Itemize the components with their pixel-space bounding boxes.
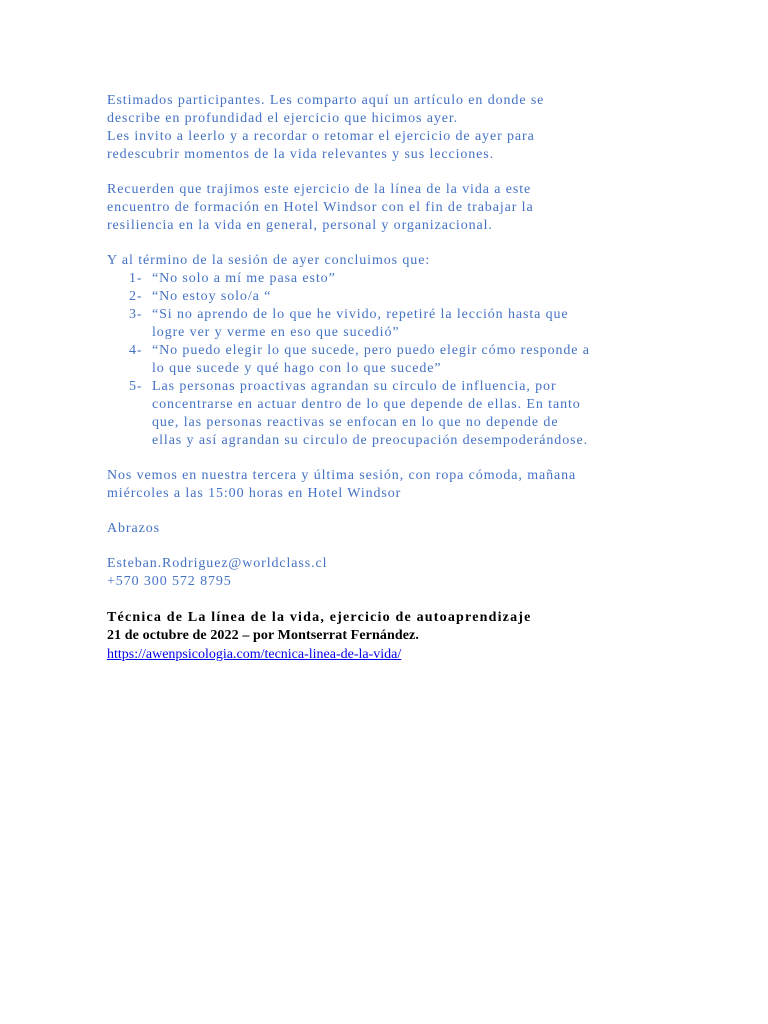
signature-email: Esteban.Rodriguez@worldclass.cl <box>107 556 328 571</box>
list-item-number: 5- <box>129 379 143 394</box>
signature <box>107 555 707 591</box>
article-byline: 21 de octubre de 2022 – por Montserrat Fernández. <box>107 628 419 643</box>
next-session-paragraph <box>107 467 707 503</box>
list-item <box>107 306 707 342</box>
next-session-line: Nos vemos en nuestra tercera y última sesión, con ropa cómoda, mañana <box>107 468 577 483</box>
closing: Abrazos <box>107 521 160 536</box>
list-item-text: concentrarse en actuar dentro de lo que depende de ellas. En tanto <box>152 397 581 412</box>
list-item-number: 2- <box>129 289 143 304</box>
intro-line: Les invito a leerlo y a recordar o retomar el ejercicio de ayer para <box>107 129 535 144</box>
list-item <box>107 270 707 288</box>
list-item-number: 4- <box>129 343 143 358</box>
list-item-text: Las personas proactivas agrandan su circulo de influencia, por <box>152 379 557 394</box>
list-item-number: 1- <box>129 271 143 286</box>
context-line: resiliencia en la vida en general, personal y organizacional. <box>107 218 493 233</box>
intro-line: describe en profundidad el ejercicio que hicimos ayer. <box>107 111 459 126</box>
context-paragraph <box>107 181 707 235</box>
intro-line: Estimados participantes. Les comparto aquí un artículo en donde se <box>107 93 545 108</box>
context-line: encuentro de formación en Hotel Windsor con el fin de trabajar la <box>107 200 534 215</box>
list-item <box>107 288 707 306</box>
intro-paragraph <box>107 92 707 164</box>
list-item-text: ellas y así agrandan su circulo de preocupación desempoderándose. <box>152 433 588 448</box>
list-item-text: “Si no aprendo de lo que he vivido, repetiré la lección hasta que <box>152 307 569 322</box>
list-item-text: “No solo a mí me pasa esto” <box>152 271 336 286</box>
list-item-text: lo que sucede y qué hago con lo que sucede” <box>152 361 442 376</box>
conclusions-list <box>107 270 707 450</box>
list-item-text: logre ver y verme en eso que sucedió” <box>152 325 400 340</box>
list-item <box>107 378 707 450</box>
list-item-text: “No estoy solo/a “ <box>152 289 272 304</box>
context-line: Recuerden que trajimos este ejercicio de la línea de la vida a este <box>107 182 532 197</box>
document-page <box>107 92 707 664</box>
list-item <box>107 342 707 378</box>
article-title: Técnica de La línea de la vida, ejercicio de autoaprendizaje <box>107 610 532 625</box>
signature-phone: +570 300 572 8795 <box>107 574 232 589</box>
email-body <box>107 92 707 591</box>
article-link[interactable]: https://awenpsicologia.com/tecnica-linea-de-la-vida/ <box>107 647 402 662</box>
list-item-text: que, las personas reactivas se enfocan en lo que no depende de <box>152 415 559 430</box>
next-session-line: miércoles a las 15:00 horas en Hotel Windsor <box>107 486 402 501</box>
list-intro: Y al término de la sesión de ayer concluimos que: <box>107 253 431 268</box>
list-item-number: 3- <box>129 307 143 322</box>
list-item-text: “No puedo elegir lo que sucede, pero puedo elegir cómo responde a <box>152 343 590 358</box>
intro-line: redescubrir momentos de la vida relevantes y sus lecciones. <box>107 147 495 162</box>
